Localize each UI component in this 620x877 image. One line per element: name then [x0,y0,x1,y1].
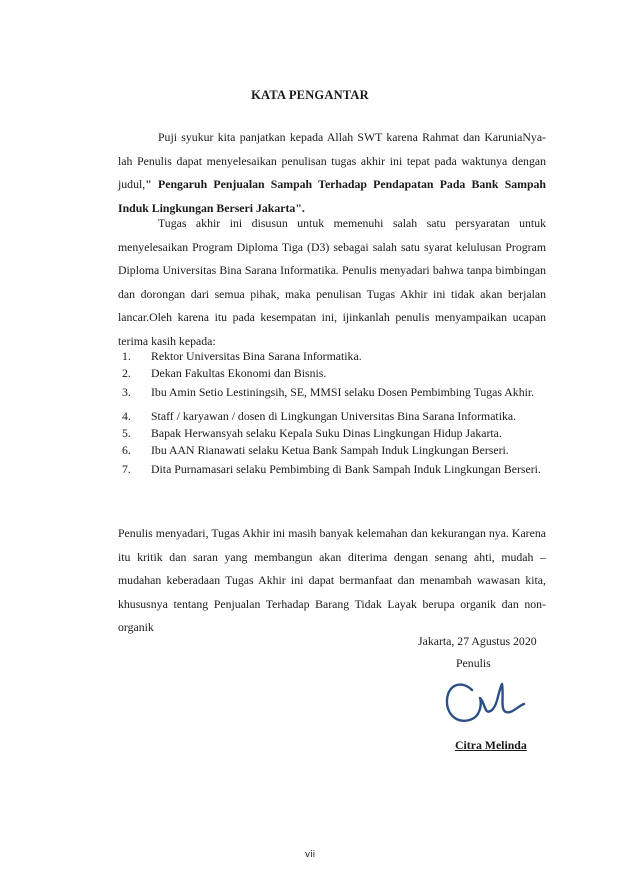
list-text: Dekan Fakultas Ekonomi dan Bisnis. [151,366,327,380]
list-text: Staff / karyawan / dosen di Lingkungan Universitas Bina Sarana Informatika. [151,409,517,423]
opening-text: Puji syukur kita panjatkan kepada Allah SWT karena Rahmat dan KaruniaNya-lah Penulis dapat menyelesaikan penulisan tugas akhir ini tepat pada waktunya dengan judul, [118,130,546,191]
list-text: Rektor Universitas Bina Sarana Informatika. [151,349,362,363]
page-title: KATA PENGANTAR [251,88,369,102]
purpose-paragraph: Tugas akhir ini disusun untuk memenuhi salah satu persyaratan untuk menyelesaikan Program Diploma Tiga (D3) sebagai salah satu syarat kelulusan Program Diploma Universitas Bina Sarana Informatika. Penulis menyadari bahwa tanpa bimbingan dan dorongan dari semua pihak, maka penulisan Tugas Akhir ini tidak akan berjalan lancar.Oleh karena itu pada kesempatan ini, ijinkanlah penulis menyampaikan ucapan terima kasih kepada: [118,216,546,348]
author-name: Citra Melinda [455,738,527,752]
writer-label: Penulis [456,656,491,670]
opening-paragraph [118,126,546,220]
list-text: Bapak Herwansyah selaku Kepala Suku Dinas Lingkungan Hidup Jakarta. [151,426,502,440]
list-text: Dita Purnamasari selaku Pembimbing di Bank Sampah Induk Lingkungan Berseri. [151,462,541,476]
list-text: Ibu Amin Setio Lestiningsih, SE, MMSI selaku Dosen Pembimbing Tugas Akhir. [151,385,535,399]
list-item [118,365,546,382]
list-number: 2. [122,366,131,380]
list-item [118,425,546,442]
list-number: 7. [122,462,131,476]
thesis-title: " Pengaruh Penjualan Sampah Terhadap Pendapatan Pada Bank Sampah Induk Lingkungan Berseri Jakarta". [118,177,546,215]
list-number: 6. [122,443,131,457]
place-date: Jakarta, 27 Agustus 2020 [418,634,537,648]
list-text: Ibu AAN Rianawati selaku Ketua Bank Sampah Induk Lingkungan Berseri. [151,443,509,457]
list-number: 1. [122,349,131,363]
list-item [118,442,546,459]
signature-stroke [447,684,524,721]
list-item [118,408,546,425]
handwritten-signature [442,674,532,734]
list-number: 3. [122,385,131,399]
list-item [118,348,546,365]
list-item [118,459,546,479]
thanks-list [118,348,546,485]
list-number: 4. [122,409,131,423]
page-number: vii [304,850,316,860]
list-item [118,382,546,402]
closing-paragraph: Penulis menyadari, Tugas Akhir ini masih banyak kelemahan dan kekurangan nya. Karena itu kritik dan saran yang membangun akan diterima dengan senang ahti, mudah – mudahan keberadaan Tugas Akhir ini dapat bermanfaat dan menambah wawasan kita, khususnya tentang Penjualan Terhadap Barang Tidak Layak berupa organik dan non-organik [118,526,546,634]
list-number: 5. [122,426,131,440]
